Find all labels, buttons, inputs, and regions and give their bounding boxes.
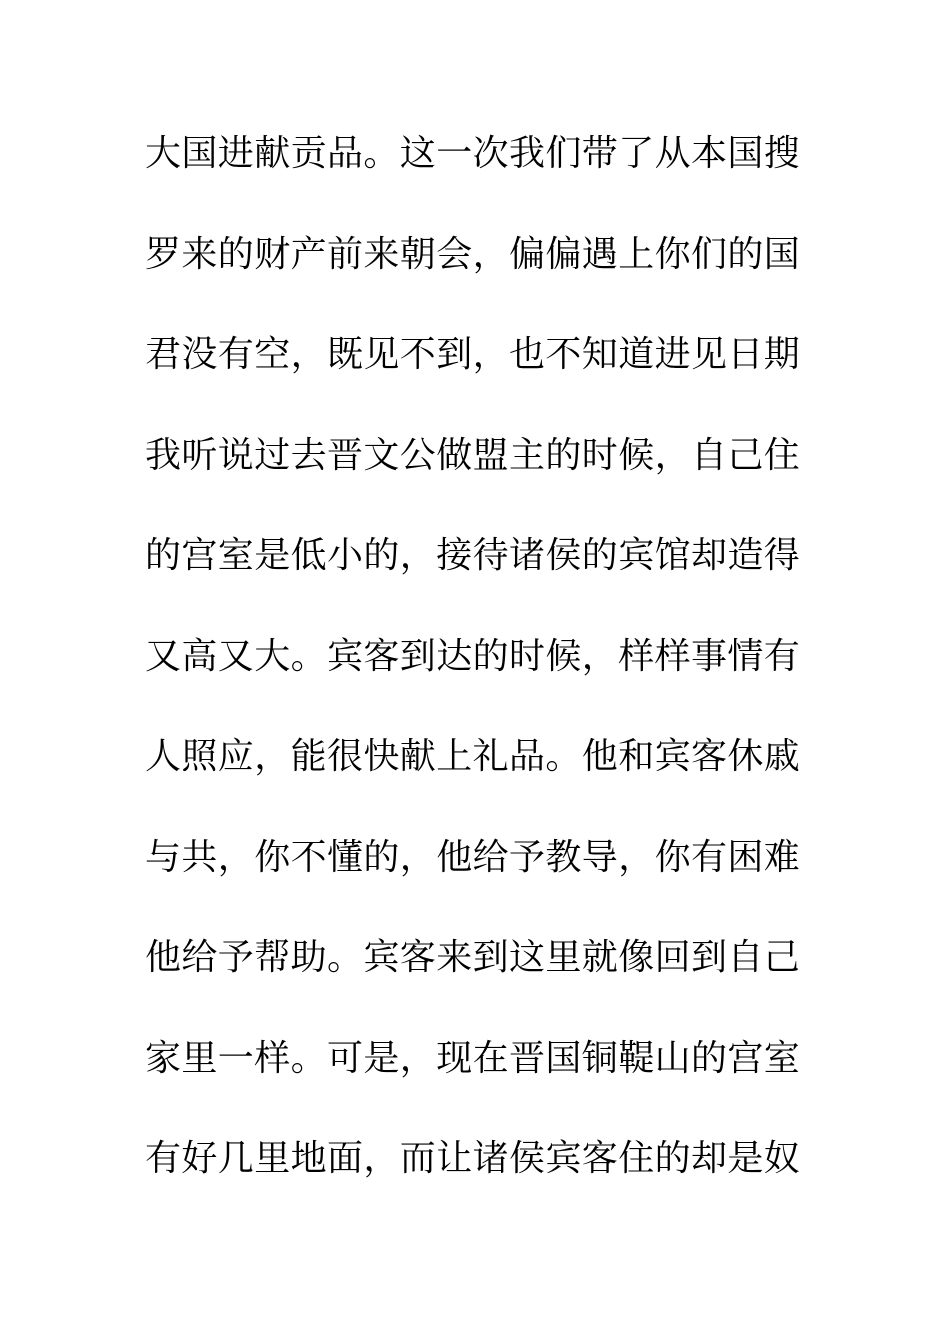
text-line: 的宫室是低小的，接待诸侯的宾馆却造得 (145, 535, 801, 576)
text-line: 君没有空，既见不到，也不知道进见日期 (145, 334, 801, 375)
text-line: 又高又大。宾客到达的时候，样样事情有 (145, 635, 801, 677)
text-line: 他给予帮助。宾客来到这里就像回到自己 (145, 937, 801, 978)
text-line: 罗来的财产前来朝会，偏偏遇上你们的国 (145, 233, 801, 275)
body-text (145, 128, 815, 1234)
text-line: 我听说过去晋文公做盟主的时候，自己住 (145, 434, 801, 476)
text-line: 与共，你不懂的，他给予教导，你有困难 (145, 836, 801, 878)
text-line: 有好几里地面，而让诸侯宾客住的却是奴 (145, 1138, 801, 1179)
text-line: 家里一样。可是，现在晋国铜鞮山的宫室 (145, 1037, 801, 1079)
text-line: 大国进献贡品。这一次我们带了从本国搜 (145, 133, 801, 174)
text-line: 人照应，能很快献上礼品。他和宾客休戚 (145, 736, 801, 777)
